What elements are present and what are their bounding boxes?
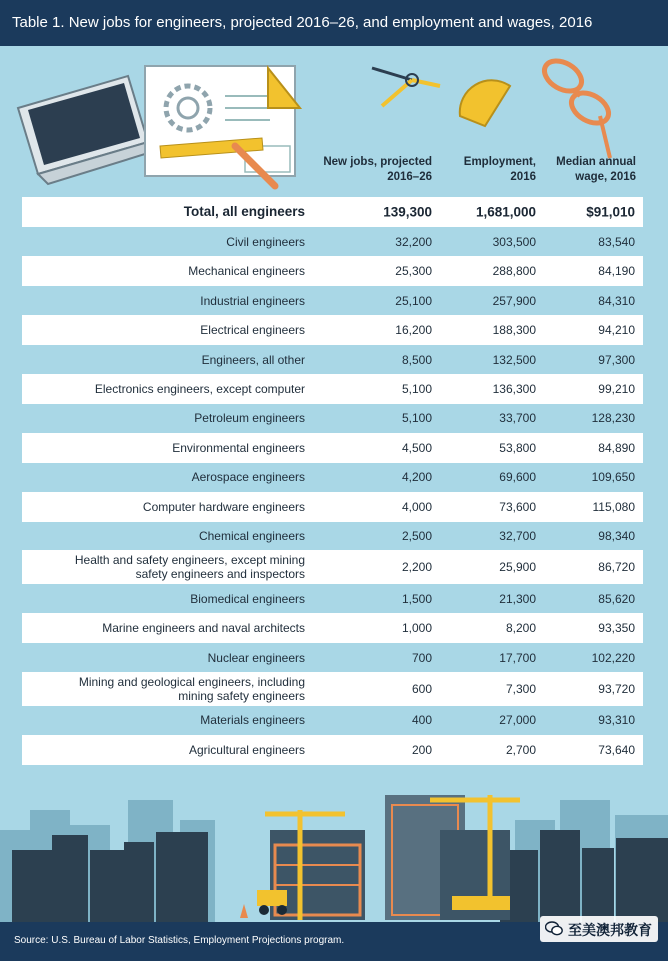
cell-new-jobs: 8,500: [401, 352, 432, 367]
col-header-employment-line2: 2016: [510, 171, 536, 183]
table-row: [22, 403, 643, 433]
row-label: [22, 713, 305, 727]
cell-employment: 1,681,000: [475, 204, 536, 220]
row-label-line: Marine engineers and naval architects: [102, 621, 305, 636]
cell-wage: 84,890: [598, 440, 635, 455]
cell-wage: 93,720: [598, 682, 635, 696]
row-label-line: Industrial engineers: [200, 293, 305, 308]
row-label: [22, 500, 305, 514]
table-row-total: [22, 197, 643, 227]
row-label-line: Chemical engineers: [198, 529, 305, 543]
row-label-line: Biomedical engineers: [190, 591, 305, 606]
table-row: [22, 735, 643, 765]
row-label: [22, 235, 305, 249]
table-row: [22, 613, 643, 643]
traffic-cone-icon: [240, 904, 248, 918]
row-label-line: Health and safety engineers, except mining: [74, 553, 305, 568]
table-row: [22, 462, 643, 492]
cell-employment: 8,200: [505, 621, 536, 636]
row-label-line: Agricultural engineers: [188, 742, 305, 757]
row-label-line: Aerospace engineers: [191, 470, 305, 485]
row-label-line: Mechanical engineers: [188, 264, 305, 279]
table-row: [22, 433, 643, 463]
cell-wage: 93,350: [598, 621, 635, 636]
cell-employment: 257,900: [492, 293, 536, 308]
row-label-line: Environmental engineers: [172, 440, 305, 455]
compass-icon: [372, 68, 440, 106]
col-header-wage: [540, 155, 636, 185]
cell-wage: 93,310: [598, 713, 635, 728]
row-label-line: Civil engineers: [226, 235, 305, 249]
cell-employment: 303,500: [492, 235, 536, 249]
cell-wage: 84,310: [598, 293, 635, 308]
row-label-line: Computer hardware engineers: [142, 499, 305, 514]
cell-wage: 83,540: [598, 235, 635, 249]
table-row: [22, 643, 643, 673]
col-header-employment-line1: Employment,: [463, 156, 536, 168]
cell-new-jobs: 2,500: [401, 529, 432, 543]
row-label: [22, 294, 305, 308]
cell-new-jobs: 5,100: [401, 411, 432, 426]
row-label: [22, 411, 305, 425]
cell-wage: 85,620: [598, 591, 635, 606]
table-title: Table 1. New jobs for engineers, projected 2016–26, and employment and wages, 2016: [0, 0, 668, 46]
row-label-line: Petroleum engineers: [194, 411, 305, 426]
cell-wage: 98,340: [598, 529, 635, 543]
col-header-wage-line1: Median annual: [556, 156, 636, 168]
col-header-new-jobs: [300, 155, 432, 185]
cell-new-jobs: 25,100: [395, 293, 432, 308]
col-header-new-jobs-line2: 2016–26: [387, 171, 432, 183]
cell-employment: 136,300: [492, 382, 536, 396]
protractor-icon: [460, 80, 510, 126]
row-label-line: Nuclear engineers: [207, 650, 305, 665]
table-row: [22, 521, 643, 551]
row-label: [22, 470, 305, 484]
cell-new-jobs: 1,000: [401, 621, 432, 636]
row-label: [22, 441, 305, 455]
row-label: [22, 323, 305, 337]
source-note: Source: U.S. Bureau of Labor Statistics, Employment Projections program.: [14, 935, 345, 946]
cell-wage: 109,650: [591, 470, 635, 485]
cell-new-jobs: 16,200: [395, 323, 432, 338]
cell-new-jobs: 400: [411, 713, 432, 728]
col-header-new-jobs-line1: New jobs, projected: [323, 156, 432, 168]
laptop-icon: [18, 76, 158, 184]
cell-employment: 32,700: [499, 529, 536, 543]
cell-new-jobs: 1,500: [401, 591, 432, 606]
cell-employment: 17,700: [499, 650, 536, 665]
watermark-text: 至美澳邦教育: [568, 922, 652, 938]
table-row: [22, 374, 643, 404]
cell-employment: 73,600: [499, 499, 536, 514]
cell-employment: 69,600: [499, 470, 536, 485]
row-label: [22, 353, 305, 367]
cell-employment: 7,300: [505, 682, 536, 696]
cell-new-jobs: 600: [411, 682, 432, 696]
row-label: Total, all engineers: [183, 204, 305, 219]
cell-new-jobs: 5,100: [401, 382, 432, 396]
table-row: [22, 345, 643, 375]
row-label-line: Electrical engineers: [200, 323, 305, 338]
table-row: [22, 256, 643, 286]
row-label-line: Mining and geological engineers, including: [78, 675, 305, 689]
table-row: [22, 227, 643, 257]
cell-new-jobs: 2,200: [401, 560, 432, 575]
table-row: [22, 672, 643, 706]
row-label: [22, 592, 305, 606]
skyline-illustration: [0, 790, 668, 930]
row-label: [22, 743, 305, 757]
table-row: [22, 705, 643, 735]
cell-new-jobs: 4,500: [401, 440, 432, 455]
row-label: [22, 264, 305, 278]
cell-wage: 128,230: [591, 411, 635, 426]
cell-employment: 188,300: [492, 323, 536, 338]
cell-employment: 33,700: [499, 411, 536, 426]
cell-new-jobs: 25,300: [395, 264, 432, 279]
glasses-icon: [539, 55, 614, 158]
cell-new-jobs: 4,000: [401, 499, 432, 514]
row-label: [22, 651, 305, 665]
row-label: [22, 382, 305, 396]
row-label: [22, 621, 305, 635]
table-row: [22, 492, 643, 522]
row-label: [22, 675, 305, 703]
col-header-employment: [440, 155, 536, 185]
row-label: [22, 553, 305, 581]
table-row: [22, 315, 643, 345]
row-label-line: Materials engineers: [200, 713, 305, 728]
cell-wage: 73,640: [598, 742, 635, 757]
cell-new-jobs: 4,200: [401, 470, 432, 485]
cell-employment: 132,500: [492, 352, 536, 367]
table-row: [22, 584, 643, 614]
cell-new-jobs: 139,300: [383, 204, 432, 220]
cell-employment: 53,800: [499, 440, 536, 455]
row-label-line: Engineers, all other: [201, 352, 305, 367]
cell-wage: 102,220: [591, 650, 635, 665]
cell-new-jobs: 32,200: [395, 235, 432, 249]
table-row: [22, 286, 643, 316]
cell-wage: 99,210: [598, 382, 635, 396]
cell-employment: 25,900: [499, 560, 536, 575]
table-row: [22, 550, 643, 584]
cell-employment: 2,700: [505, 742, 536, 757]
row-label-line: Electronics engineers, except computer: [94, 382, 305, 396]
cell-new-jobs: 200: [411, 742, 432, 757]
cell-employment: 27,000: [499, 713, 536, 728]
cell-wage: $91,010: [586, 204, 635, 220]
col-header-wage-line2: wage, 2016: [575, 171, 636, 183]
watermark-badge: [540, 916, 658, 942]
cell-employment: 21,300: [499, 591, 536, 606]
cell-wage: 86,720: [598, 560, 635, 575]
row-label-line: mining safety engineers: [178, 689, 305, 703]
row-label: [22, 529, 305, 543]
row-label-line: safety engineers and inspectors: [135, 567, 305, 582]
wechat-icon: [545, 921, 563, 936]
cell-wage: 115,080: [592, 499, 635, 514]
cell-wage: 97,300: [598, 352, 635, 367]
cell-new-jobs: 700: [411, 650, 432, 665]
cell-employment: 288,800: [492, 264, 536, 279]
cell-wage: 84,190: [598, 264, 635, 279]
cell-wage: 94,210: [598, 323, 635, 338]
